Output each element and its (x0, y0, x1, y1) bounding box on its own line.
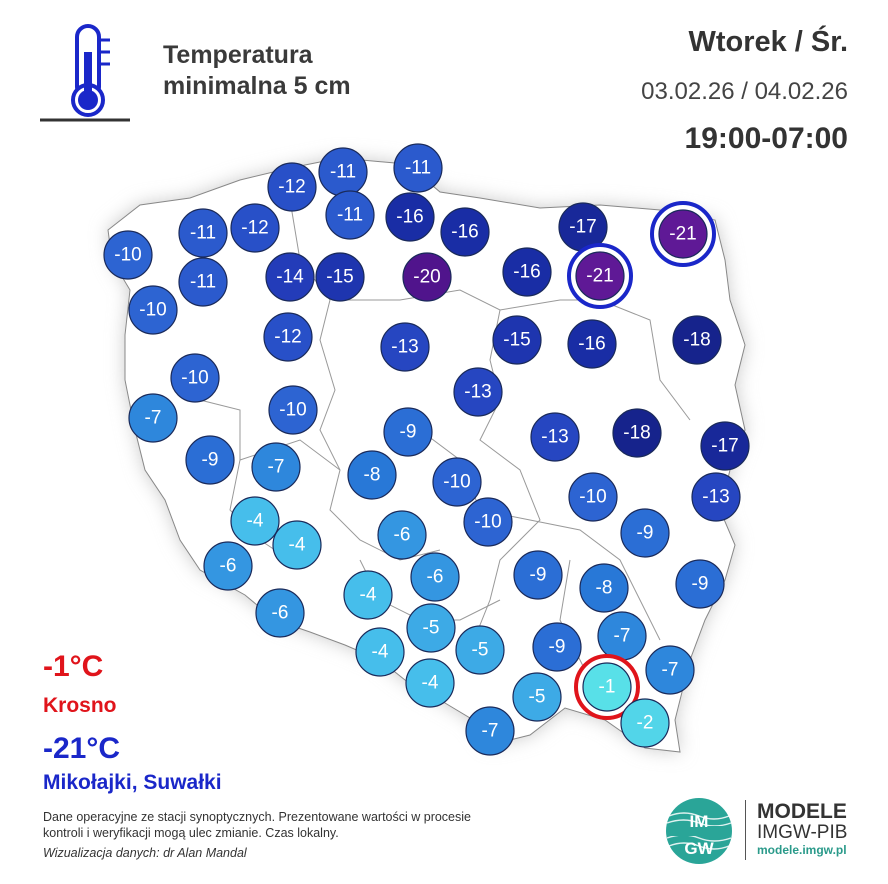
station-value: -15 (326, 266, 354, 288)
station-marker (646, 646, 694, 694)
station-marker (454, 368, 502, 416)
station-marker (652, 203, 714, 265)
station-value: -10 (279, 399, 307, 421)
station-value: -6 (219, 555, 237, 577)
station-value: -7 (144, 407, 162, 429)
max-temp-place: Krosno (43, 694, 117, 717)
max-temp-value: -1°C (43, 650, 104, 683)
disclaimer-text: Dane operacyjne ze stacji synoptycznych. Prezentowane wartości w procesie kontroli i weryfikacji mogą ulec zmianie. Czas lokalny. (43, 810, 471, 840)
station-value: -5 (422, 617, 440, 639)
station-marker (384, 408, 432, 456)
station-marker (503, 248, 551, 296)
station-marker (348, 451, 396, 499)
station-value: -16 (396, 206, 424, 228)
station-value: -8 (595, 577, 613, 599)
station-value: -4 (246, 510, 264, 532)
min-temp-place: Mikołajki, Suwałki (43, 771, 222, 794)
station-marker (269, 386, 317, 434)
station-value: -6 (393, 524, 411, 546)
date-range: 03.02.26 / 04.02.26 (641, 78, 848, 105)
station-marker (378, 511, 426, 559)
station-value: -10 (474, 511, 502, 533)
station-marker (266, 253, 314, 301)
station-value: -13 (464, 381, 492, 403)
station-marker (569, 245, 631, 307)
station-value: -20 (413, 266, 441, 288)
station-marker (129, 286, 177, 334)
station-marker (701, 422, 749, 470)
station-value: -15 (503, 329, 531, 351)
station-value: -12 (274, 326, 302, 348)
station-value: -11 (189, 271, 217, 293)
station-value: -18 (623, 422, 651, 444)
station-value: -13 (391, 336, 419, 358)
station-marker (411, 553, 459, 601)
station-marker (464, 498, 512, 546)
station-marker (231, 204, 279, 252)
station-marker (129, 394, 177, 442)
station-value: -2 (636, 712, 654, 734)
station-marker (676, 560, 724, 608)
station-marker (204, 542, 252, 590)
station-marker (394, 144, 442, 192)
hour-range: 19:00-07:00 (684, 122, 848, 155)
station-marker (533, 623, 581, 671)
station-value: -11 (336, 204, 364, 226)
station-marker (256, 589, 304, 637)
station-marker (613, 409, 661, 457)
station-marker (692, 473, 740, 521)
logo-text-top: IM (689, 812, 709, 831)
station-value: -16 (513, 261, 541, 283)
station-value: -10 (579, 486, 607, 508)
station-marker (344, 571, 392, 619)
station-marker (673, 316, 721, 364)
station-marker (513, 673, 561, 721)
station-marker (171, 354, 219, 402)
station-marker (179, 258, 227, 306)
station-marker (252, 443, 300, 491)
station-value: -13 (702, 486, 730, 508)
station-value: -7 (661, 659, 679, 681)
day-label: Wtorek / Śr. (688, 26, 848, 58)
station-marker (569, 473, 617, 521)
station-value: -5 (471, 639, 489, 661)
station-marker (406, 659, 454, 707)
station-value: -1 (598, 676, 616, 698)
logo-separator (745, 800, 746, 860)
station-marker (466, 707, 514, 755)
station-marker (493, 316, 541, 364)
station-value: -14 (276, 266, 304, 288)
station-marker (268, 163, 316, 211)
station-value: -9 (548, 636, 566, 658)
logo-text-bottom: GW (684, 839, 714, 858)
station-value: -7 (267, 456, 285, 478)
station-value: -4 (371, 641, 389, 663)
station-value: -10 (139, 299, 167, 321)
station-marker (598, 612, 646, 660)
station-value: -6 (271, 602, 289, 624)
station-marker (514, 551, 562, 599)
imgw-logo-icon (664, 796, 734, 866)
station-value: -16 (451, 221, 479, 243)
station-marker (104, 231, 152, 279)
station-value: -16 (578, 333, 606, 355)
station-value: -9 (399, 421, 417, 443)
station-value: -9 (529, 564, 547, 586)
min-temp-value: -21°C (43, 732, 121, 765)
station-marker (403, 253, 451, 301)
station-marker (580, 564, 628, 612)
station-value: -6 (426, 566, 444, 588)
brand-url: modele.imgw.pl (757, 843, 847, 857)
station-value: -10 (114, 244, 142, 266)
station-marker (316, 253, 364, 301)
station-value: -4 (421, 672, 439, 694)
station-marker (264, 313, 312, 361)
map-title: Temperatura minimalna 5 cm (163, 41, 351, 100)
station-value: -10 (443, 471, 471, 493)
station-value: -12 (241, 217, 269, 239)
station-value: -7 (481, 720, 499, 742)
station-value: -7 (613, 625, 631, 647)
brand-name: MODELE (757, 800, 847, 823)
station-value: -10 (181, 367, 209, 389)
credit-text: Wizualizacja danych: dr Alan Mandal (43, 846, 247, 860)
station-marker (441, 208, 489, 256)
station-value: -17 (569, 216, 597, 238)
station-marker (356, 628, 404, 676)
station-value: -12 (278, 176, 306, 198)
station-value: -9 (691, 573, 709, 595)
brand-org: IMGW-PIB (757, 822, 848, 843)
station-value: -18 (683, 329, 711, 351)
station-marker (231, 497, 279, 545)
station-marker (186, 436, 234, 484)
station-value: -8 (363, 464, 381, 486)
station-value: -4 (359, 584, 377, 606)
station-value: -11 (189, 222, 217, 244)
station-marker (531, 413, 579, 461)
station-marker (621, 699, 669, 747)
station-marker (621, 509, 669, 557)
station-marker (386, 193, 434, 241)
station-value: -9 (636, 522, 654, 544)
station-marker (381, 323, 429, 371)
station-marker (568, 320, 616, 368)
station-marker (273, 521, 321, 569)
station-value: -11 (404, 157, 432, 179)
station-marker (319, 148, 367, 196)
station-value: -21 (669, 223, 697, 245)
station-value: -21 (586, 265, 614, 287)
station-value: -11 (329, 161, 357, 183)
station-value: -13 (541, 426, 569, 448)
station-marker (407, 604, 455, 652)
station-value: -4 (288, 534, 306, 556)
station-marker (326, 191, 374, 239)
station-value: -17 (711, 435, 739, 457)
station-value: -9 (201, 449, 219, 471)
station-marker (179, 209, 227, 257)
station-marker (433, 458, 481, 506)
station-marker (456, 626, 504, 674)
station-value: -5 (528, 686, 546, 708)
